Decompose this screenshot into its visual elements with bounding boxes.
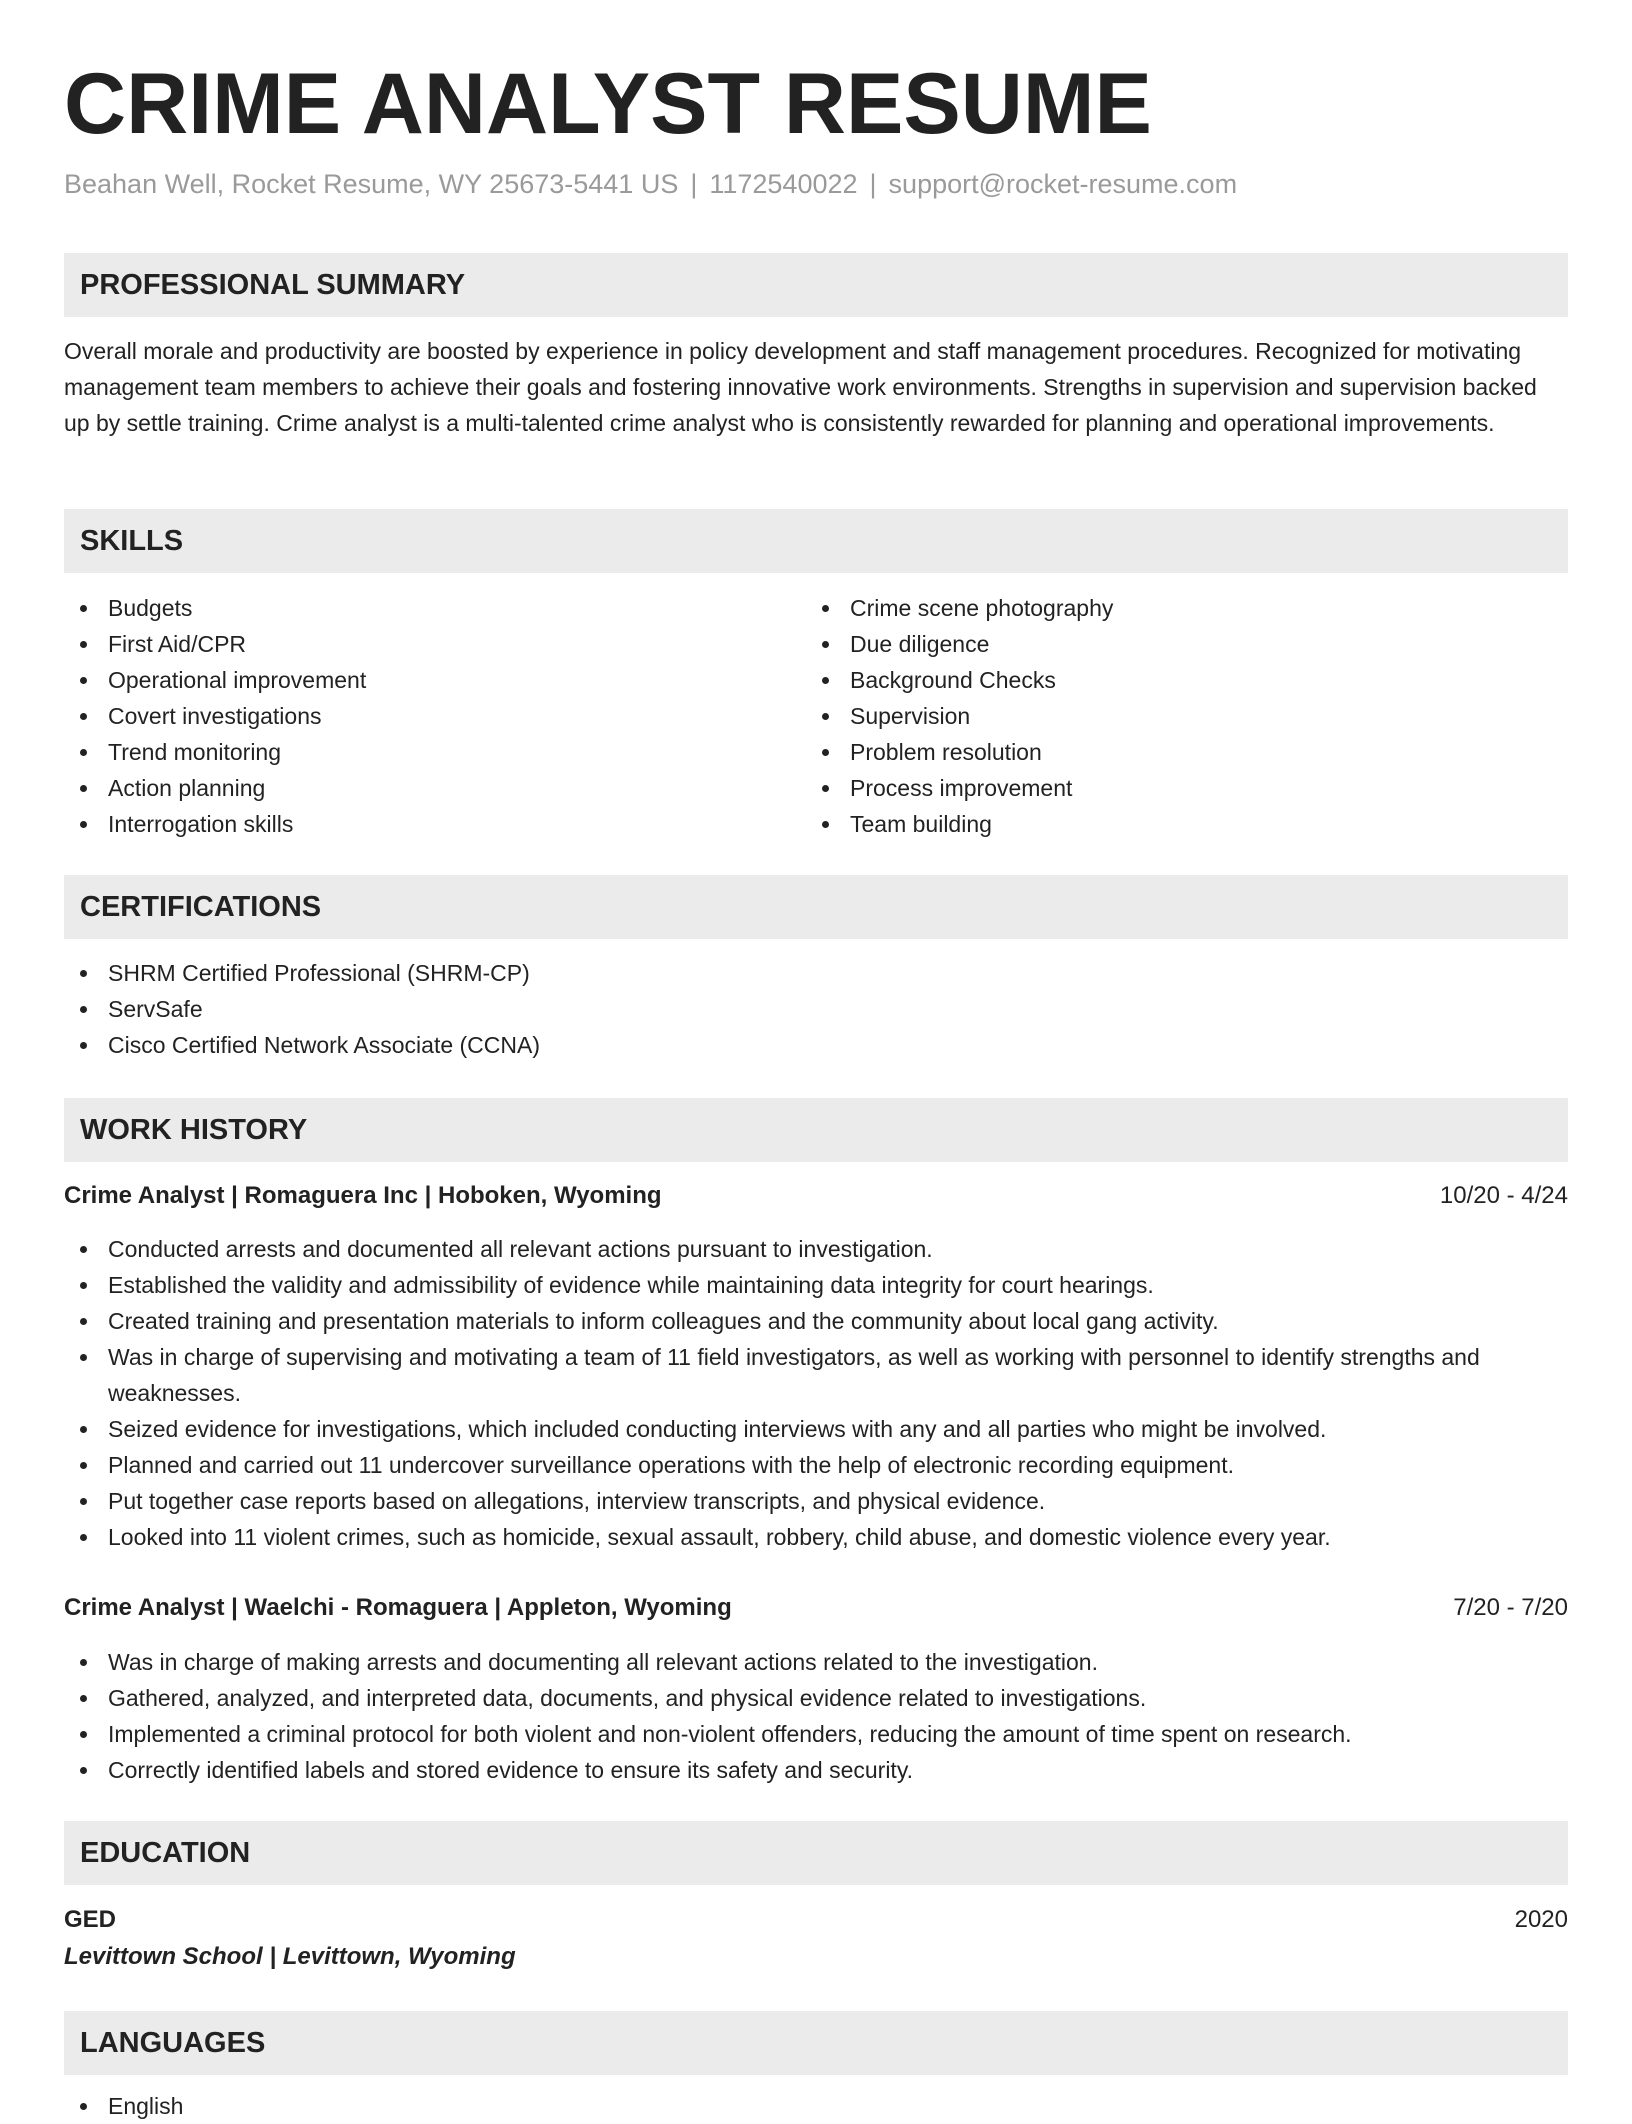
bullet-dot [822,641,829,648]
skill-item: Problem resolution [806,734,1568,770]
bullet-dot [80,1006,87,1013]
bullet-dot [80,1354,87,1361]
education-school: Levittown School | Levittown, Wyoming [64,1943,516,1970]
skill-item: Budgets [64,590,804,626]
job-bullets [64,1644,1568,1788]
bullet-dot [822,821,829,828]
section-heading-work-history: WORK HISTORY [64,1098,1568,1162]
job-bullet: Was in charge of making arrests and documenting all relevant actions related to the investigation. [64,1644,1568,1680]
contact-separator: | [869,169,877,199]
bullet-dot [80,1695,87,1702]
job-dates: 7/20 - 7/20 [1453,1594,1568,1621]
contact-email[interactable]: support@rocket-resume.com [888,169,1238,199]
skill-item: First Aid/CPR [64,626,804,662]
bullet-dot [80,713,87,720]
bullet-dot [80,1731,87,1738]
bullet-dot [80,1659,87,1666]
job-header [64,1590,1568,1626]
job-bullet: Correctly identified labels and stored evidence to ensure its safety and security. [64,1752,1568,1788]
job-header [64,1178,1568,1214]
bullet-dot [80,1042,87,1049]
bullet-dot [80,1534,87,1541]
job-bullet: Looked into 11 violent crimes, such as homicide, sexual assault, robbery, child abuse, and domestic violence every year. [64,1519,1568,1555]
skill-item: Background Checks [806,662,1568,698]
section-heading-education: EDUCATION [64,1821,1568,1885]
bullet-dot [80,749,87,756]
bullet-dot [822,605,829,612]
skill-item: Interrogation skills [64,806,804,842]
certification-item: ServSafe [64,991,1568,1027]
skill-item: Operational improvement [64,662,804,698]
skill-item: Crime scene photography [806,590,1568,626]
job-bullets [64,1231,1568,1555]
job-bullet: Implemented a criminal protocol for both violent and non-violent offenders, reducing the amount of time spent on research. [64,1716,1568,1752]
certification-item: Cisco Certified Network Associate (CCNA) [64,1027,1568,1063]
skill-item: Trend monitoring [64,734,804,770]
section-heading-languages: LANGUAGES [64,2011,1568,2075]
bullet-dot [80,1498,87,1505]
job-bullet: Was in charge of supervising and motivating a team of 11 field investigators, as well as working with personnel to identify strengths and weaknesses. [64,1339,1568,1411]
bullet-dot [80,2103,87,2110]
bullet-dot [822,749,829,756]
job-bullet: Gathered, analyzed, and interpreted data, documents, and physical evidence related to investigations. [64,1680,1568,1716]
skills-list-right [806,590,1568,842]
contact-line [64,166,1237,202]
job-title: Crime Analyst | Romaguera Inc | Hoboken, Wyoming [64,1182,662,1209]
contact-separator: | [690,169,698,199]
section-heading-certifications: CERTIFICATIONS [64,875,1568,939]
bullet-dot [80,605,87,612]
education-header [64,1902,1568,1938]
skill-item: Team building [806,806,1568,842]
bullet-dot [80,1462,87,1469]
bullet-dot [80,677,87,684]
job-bullet: Planned and carried out 11 undercover surveillance operations with the help of electronic recording equipment. [64,1447,1568,1483]
resume-title: CRIME ANALYST RESUME [64,56,1152,152]
contact-address: Beahan Well, Rocket Resume, WY 25673-5441 US [64,169,679,199]
skill-item: Process improvement [806,770,1568,806]
bullet-dot [80,1426,87,1433]
bullet-dot [80,821,87,828]
certifications-list [64,955,1568,1063]
summary-text: Overall morale and productivity are boosted by experience in policy development and staff management procedures. Recognized for motivating management team members to achieve their goals and fostering innovative work environments. Strengths in supervision and supervision backed up by settle training. Crime analyst is a multi-talented crime analyst who is consistently rewarded for planning and operational improvements. [64,338,1537,436]
skills-list-left [64,590,804,842]
skill-item: Action planning [64,770,804,806]
section-heading-skills: SKILLS [64,509,1568,573]
job-bullet: Seized evidence for investigations, which included conducting interviews with any and all parties who might be involved. [64,1411,1568,1447]
bullet-dot [822,713,829,720]
bullet-dot [822,677,829,684]
languages-list [64,2088,1568,2124]
bullet-dot [822,785,829,792]
language-item: English [64,2088,1568,2124]
certification-item: SHRM Certified Professional (SHRM-CP) [64,955,1568,991]
job-bullet: Established the validity and admissibility of evidence while maintaining data integrity for court hearings. [64,1267,1568,1303]
bullet-dot [80,1246,87,1253]
contact-phone: 1172540022 [709,169,858,199]
bullet-dot [80,785,87,792]
skill-item: Due diligence [806,626,1568,662]
job-bullet: Put together case reports based on allegations, interview transcripts, and physical evidence. [64,1483,1568,1519]
section-heading-summary: PROFESSIONAL SUMMARY [64,253,1568,317]
skill-item: Supervision [806,698,1568,734]
job-title: Crime Analyst | Waelchi - Romaguera | Appleton, Wyoming [64,1594,732,1621]
bullet-dot [80,1318,87,1325]
education-year: 2020 [1514,1906,1568,1933]
bullet-dot [80,1282,87,1289]
job-bullet: Created training and presentation materials to inform colleagues and the community about local gang activity. [64,1303,1568,1339]
bullet-dot [80,641,87,648]
bullet-dot [80,970,87,977]
education-degree: GED [64,1906,117,1933]
skill-item: Covert investigations [64,698,804,734]
bullet-dot [80,1767,87,1774]
job-bullet: Conducted arrests and documented all relevant actions pursuant to investigation. [64,1231,1568,1267]
job-dates: 10/20 - 4/24 [1439,1182,1568,1209]
